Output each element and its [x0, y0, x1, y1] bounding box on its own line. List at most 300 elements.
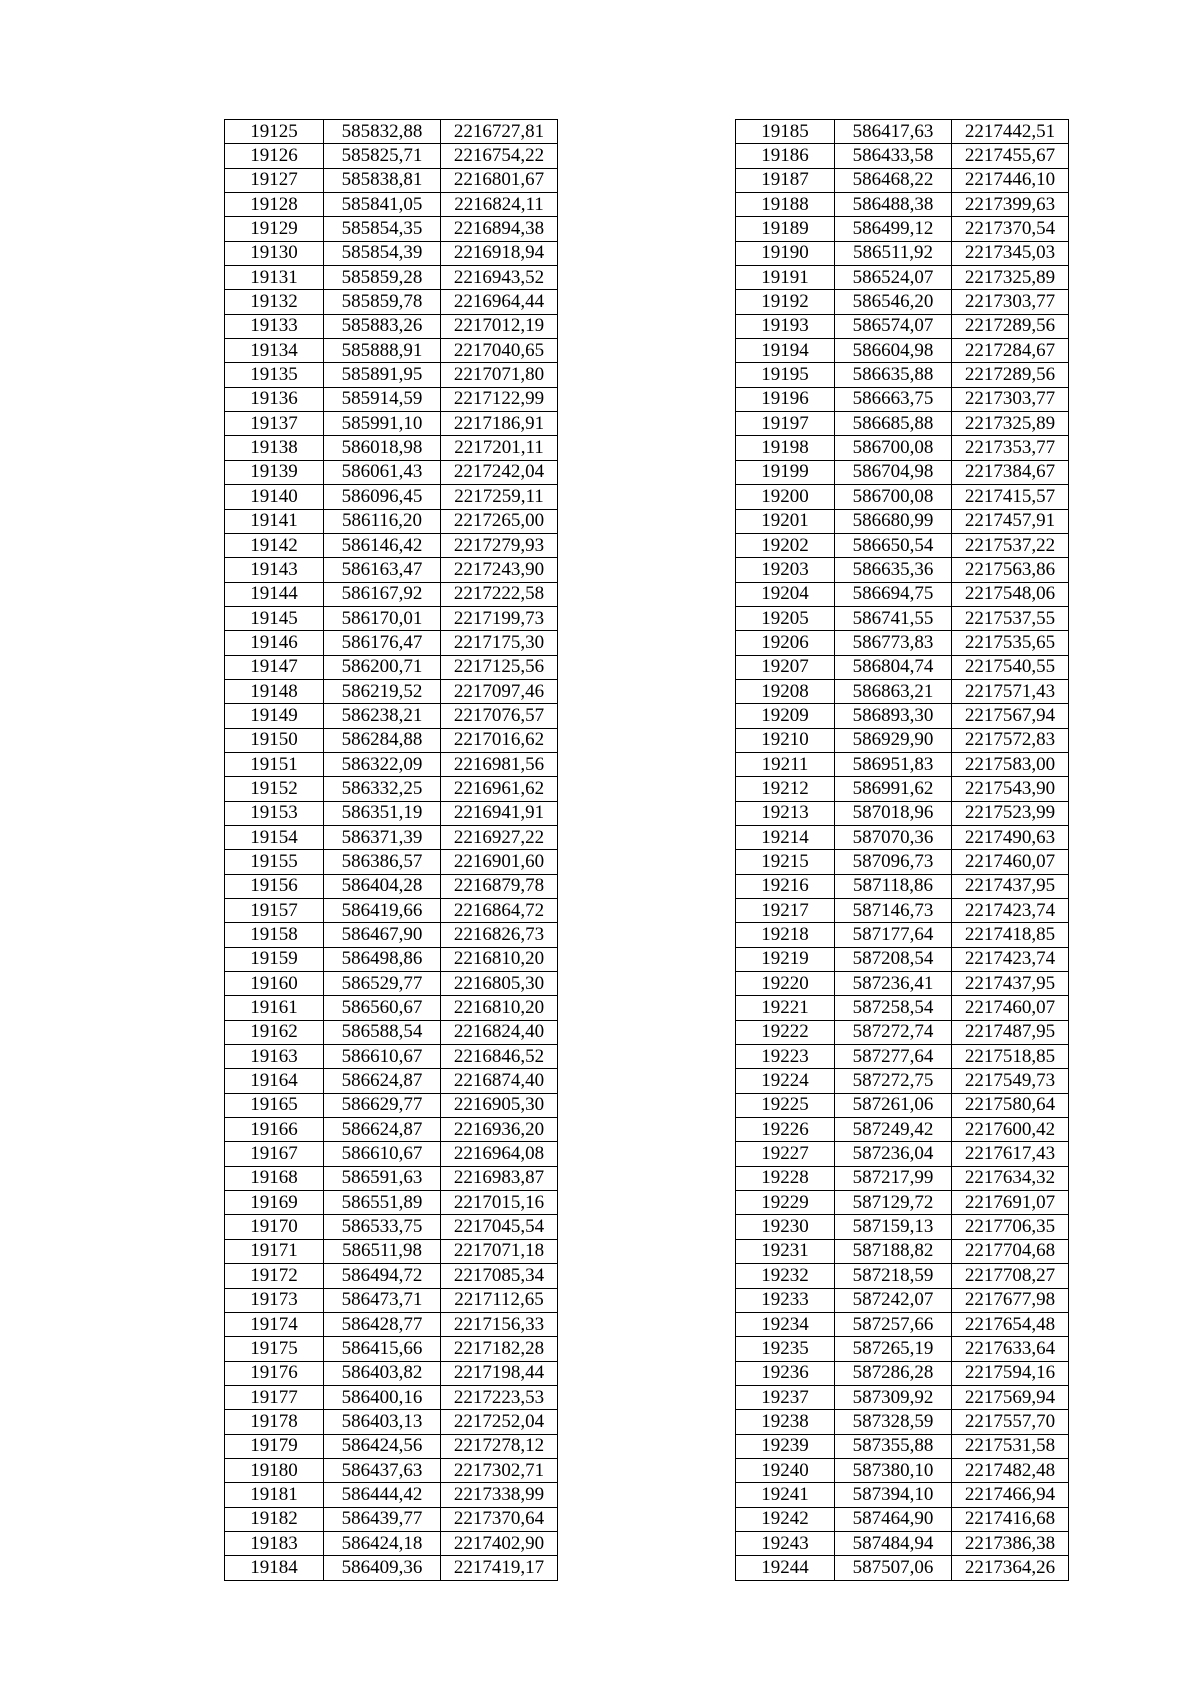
x-coordinate-cell: 586663,75: [835, 387, 952, 411]
x-coordinate-cell: 586624,87: [324, 1118, 441, 1142]
x-coordinate-cell: 586061,43: [324, 460, 441, 484]
x-coordinate-cell: 587265,19: [835, 1337, 952, 1361]
table-row: [736, 1191, 1069, 1215]
point-number-cell: 19161: [225, 996, 324, 1020]
y-coordinate-cell: 2216983,87: [441, 1166, 558, 1190]
point-number-cell: 19129: [225, 217, 324, 241]
table-row: [225, 1239, 558, 1263]
point-number-cell: 19136: [225, 387, 324, 411]
point-number-cell: 19145: [225, 606, 324, 630]
x-coordinate-cell: 586467,90: [324, 923, 441, 947]
y-coordinate-cell: 2217097,46: [441, 679, 558, 703]
table-row: [736, 1166, 1069, 1190]
x-coordinate-cell: 586635,88: [835, 363, 952, 387]
point-number-cell: 19208: [736, 679, 835, 703]
y-coordinate-cell: 2216943,52: [441, 266, 558, 290]
y-coordinate-cell: 2217482,48: [952, 1458, 1069, 1482]
point-number-cell: 19200: [736, 485, 835, 509]
point-number-cell: 19172: [225, 1264, 324, 1288]
y-coordinate-cell: 2217419,17: [441, 1556, 558, 1580]
y-coordinate-cell: 2217704,68: [952, 1239, 1069, 1263]
y-coordinate-cell: 2216964,44: [441, 290, 558, 314]
point-number-cell: 19186: [736, 144, 835, 168]
y-coordinate-cell: 2217071,80: [441, 363, 558, 387]
x-coordinate-cell: 585854,35: [324, 217, 441, 241]
y-coordinate-cell: 2217384,67: [952, 460, 1069, 484]
point-number-cell: 19154: [225, 825, 324, 849]
table-row: [736, 1410, 1069, 1434]
point-number-cell: 19185: [736, 120, 835, 144]
table-row: [225, 193, 558, 217]
table-row: [736, 752, 1069, 776]
table-row: [736, 582, 1069, 606]
table-row: [225, 1093, 558, 1117]
x-coordinate-cell: 586610,67: [324, 1045, 441, 1069]
x-coordinate-cell: 587507,06: [835, 1556, 952, 1580]
table-row: [225, 436, 558, 460]
point-number-cell: 19159: [225, 947, 324, 971]
x-coordinate-cell: 586529,77: [324, 972, 441, 996]
y-coordinate-cell: 2217548,06: [952, 582, 1069, 606]
x-coordinate-cell: 586773,83: [835, 631, 952, 655]
table-row: [225, 1556, 558, 1580]
x-coordinate-cell: 586284,88: [324, 728, 441, 752]
x-coordinate-cell: 586624,87: [324, 1069, 441, 1093]
x-coordinate-cell: 587328,59: [835, 1410, 952, 1434]
y-coordinate-cell: 2217571,43: [952, 679, 1069, 703]
point-number-cell: 19179: [225, 1434, 324, 1458]
y-coordinate-cell: 2217569,94: [952, 1385, 1069, 1409]
table-row: [225, 1410, 558, 1434]
table-row: [225, 266, 558, 290]
point-number-cell: 19215: [736, 850, 835, 874]
point-number-cell: 19139: [225, 460, 324, 484]
x-coordinate-cell: 587018,96: [835, 801, 952, 825]
point-number-cell: 19126: [225, 144, 324, 168]
table-row: [736, 874, 1069, 898]
y-coordinate-cell: 2217633,64: [952, 1337, 1069, 1361]
table-row: [225, 923, 558, 947]
table-row: [225, 1020, 558, 1044]
table-row: [736, 144, 1069, 168]
table-row: [736, 1045, 1069, 1069]
point-number-cell: 19222: [736, 1020, 835, 1044]
y-coordinate-cell: 2217156,33: [441, 1312, 558, 1336]
point-number-cell: 19183: [225, 1531, 324, 1555]
table-row: [736, 1507, 1069, 1531]
y-coordinate-cell: 2217416,68: [952, 1507, 1069, 1531]
y-coordinate-cell: 2217654,48: [952, 1312, 1069, 1336]
x-coordinate-cell: 587177,64: [835, 923, 952, 947]
point-number-cell: 19212: [736, 777, 835, 801]
point-number-cell: 19166: [225, 1118, 324, 1142]
y-coordinate-cell: 2217567,94: [952, 704, 1069, 728]
x-coordinate-cell: 586200,71: [324, 655, 441, 679]
point-number-cell: 19236: [736, 1361, 835, 1385]
table-row: [736, 1361, 1069, 1385]
table-row: [225, 1288, 558, 1312]
y-coordinate-cell: 2216824,11: [441, 193, 558, 217]
point-number-cell: 19165: [225, 1093, 324, 1117]
table-row: [225, 1507, 558, 1531]
point-number-cell: 19180: [225, 1458, 324, 1482]
x-coordinate-cell: 586238,21: [324, 704, 441, 728]
point-number-cell: 19168: [225, 1166, 324, 1190]
table-row: [736, 266, 1069, 290]
y-coordinate-cell: 2217278,12: [441, 1434, 558, 1458]
table-row: [736, 1434, 1069, 1458]
table-row: [736, 1337, 1069, 1361]
point-number-cell: 19237: [736, 1385, 835, 1409]
table-row: [225, 1215, 558, 1239]
table-row: [736, 193, 1069, 217]
x-coordinate-cell: 586433,58: [835, 144, 952, 168]
point-number-cell: 19191: [736, 266, 835, 290]
x-coordinate-cell: 586741,55: [835, 606, 952, 630]
point-number-cell: 19135: [225, 363, 324, 387]
y-coordinate-cell: 2217523,99: [952, 801, 1069, 825]
x-coordinate-cell: 585883,26: [324, 314, 441, 338]
point-number-cell: 19207: [736, 655, 835, 679]
coordinates-table-right: [735, 119, 1069, 1581]
table-row: [225, 120, 558, 144]
table-row: [225, 1458, 558, 1482]
point-number-cell: 19184: [225, 1556, 324, 1580]
x-coordinate-cell: 585891,95: [324, 363, 441, 387]
table-row: [736, 1264, 1069, 1288]
point-number-cell: 19203: [736, 558, 835, 582]
y-coordinate-cell: 2216864,72: [441, 899, 558, 923]
x-coordinate-cell: 586096,45: [324, 485, 441, 509]
y-coordinate-cell: 2217076,57: [441, 704, 558, 728]
table-row: [736, 899, 1069, 923]
y-coordinate-cell: 2217460,07: [952, 996, 1069, 1020]
y-coordinate-cell: 2217399,63: [952, 193, 1069, 217]
table-row: [225, 1531, 558, 1555]
table-row: [225, 533, 558, 557]
table-row: [225, 387, 558, 411]
y-coordinate-cell: 2217557,70: [952, 1410, 1069, 1434]
x-coordinate-cell: 586400,16: [324, 1385, 441, 1409]
table-row: [736, 606, 1069, 630]
table-row: [225, 655, 558, 679]
point-number-cell: 19137: [225, 412, 324, 436]
y-coordinate-cell: 2216754,22: [441, 144, 558, 168]
point-number-cell: 19239: [736, 1434, 835, 1458]
x-coordinate-cell: 587355,88: [835, 1434, 952, 1458]
table-row: [736, 460, 1069, 484]
point-number-cell: 19130: [225, 241, 324, 265]
table-row: [736, 120, 1069, 144]
table-row: [736, 801, 1069, 825]
y-coordinate-cell: 2217563,86: [952, 558, 1069, 582]
x-coordinate-cell: 587129,72: [835, 1191, 952, 1215]
y-coordinate-cell: 2217040,65: [441, 339, 558, 363]
table-row: [225, 947, 558, 971]
x-coordinate-cell: 587242,07: [835, 1288, 952, 1312]
y-coordinate-cell: 2217016,62: [441, 728, 558, 752]
x-coordinate-cell: 587118,86: [835, 874, 952, 898]
table-row: [736, 387, 1069, 411]
x-coordinate-cell: 586163,47: [324, 558, 441, 582]
table-row: [225, 1337, 558, 1361]
point-number-cell: 19197: [736, 412, 835, 436]
y-coordinate-cell: 2217423,74: [952, 947, 1069, 971]
table-row: [736, 850, 1069, 874]
point-number-cell: 19160: [225, 972, 324, 996]
point-number-cell: 19244: [736, 1556, 835, 1580]
x-coordinate-cell: 586444,42: [324, 1483, 441, 1507]
x-coordinate-cell: 587484,94: [835, 1531, 952, 1555]
point-number-cell: 19174: [225, 1312, 324, 1336]
x-coordinate-cell: 585841,05: [324, 193, 441, 217]
x-coordinate-cell: 586498,86: [324, 947, 441, 971]
table-row: [736, 1239, 1069, 1263]
coordinates-table-body: [225, 120, 558, 1581]
table-row: [736, 558, 1069, 582]
x-coordinate-cell: 586351,19: [324, 801, 441, 825]
point-number-cell: 19128: [225, 193, 324, 217]
x-coordinate-cell: 586403,82: [324, 1361, 441, 1385]
table-row: [736, 704, 1069, 728]
point-number-cell: 19227: [736, 1142, 835, 1166]
table-row: [225, 582, 558, 606]
table-row: [736, 509, 1069, 533]
x-coordinate-cell: 586176,47: [324, 631, 441, 655]
x-coordinate-cell: 585859,78: [324, 290, 441, 314]
point-number-cell: 19217: [736, 899, 835, 923]
y-coordinate-cell: 2217252,04: [441, 1410, 558, 1434]
table-row: [736, 777, 1069, 801]
x-coordinate-cell: 587261,06: [835, 1093, 952, 1117]
table-row: [225, 485, 558, 509]
table-row: [736, 485, 1069, 509]
x-coordinate-cell: 587217,99: [835, 1166, 952, 1190]
table-row: [225, 1434, 558, 1458]
point-number-cell: 19125: [225, 120, 324, 144]
table-row: [225, 606, 558, 630]
point-number-cell: 19167: [225, 1142, 324, 1166]
x-coordinate-cell: 587277,64: [835, 1045, 952, 1069]
point-number-cell: 19146: [225, 631, 324, 655]
point-number-cell: 19143: [225, 558, 324, 582]
x-coordinate-cell: 586468,22: [835, 168, 952, 192]
table-row: [736, 339, 1069, 363]
point-number-cell: 19158: [225, 923, 324, 947]
y-coordinate-cell: 2216874,40: [441, 1069, 558, 1093]
y-coordinate-cell: 2217549,73: [952, 1069, 1069, 1093]
y-coordinate-cell: 2217691,07: [952, 1191, 1069, 1215]
table-row: [736, 1483, 1069, 1507]
table-row: [225, 728, 558, 752]
table-row: [225, 1312, 558, 1336]
y-coordinate-cell: 2217325,89: [952, 266, 1069, 290]
point-number-cell: 19163: [225, 1045, 324, 1069]
table-row: [225, 752, 558, 776]
y-coordinate-cell: 2217708,27: [952, 1264, 1069, 1288]
y-coordinate-cell: 2217122,99: [441, 387, 558, 411]
y-coordinate-cell: 2216810,20: [441, 996, 558, 1020]
x-coordinate-cell: 586604,98: [835, 339, 952, 363]
table-row: [225, 899, 558, 923]
y-coordinate-cell: 2216936,20: [441, 1118, 558, 1142]
point-number-cell: 19204: [736, 582, 835, 606]
point-number-cell: 19201: [736, 509, 835, 533]
y-coordinate-cell: 2217289,56: [952, 314, 1069, 338]
y-coordinate-cell: 2217466,94: [952, 1483, 1069, 1507]
y-coordinate-cell: 2217455,67: [952, 144, 1069, 168]
table-row: [225, 290, 558, 314]
x-coordinate-cell: 587258,54: [835, 996, 952, 1020]
table-row: [225, 314, 558, 338]
x-coordinate-cell: 586439,77: [324, 1507, 441, 1531]
point-number-cell: 19241: [736, 1483, 835, 1507]
x-coordinate-cell: 586533,75: [324, 1215, 441, 1239]
point-number-cell: 19225: [736, 1093, 835, 1117]
x-coordinate-cell: 586417,63: [835, 120, 952, 144]
y-coordinate-cell: 2216879,78: [441, 874, 558, 898]
y-coordinate-cell: 2216964,08: [441, 1142, 558, 1166]
y-coordinate-cell: 2217243,90: [441, 558, 558, 582]
y-coordinate-cell: 2217437,95: [952, 972, 1069, 996]
y-coordinate-cell: 2216801,67: [441, 168, 558, 192]
table-row: [225, 1385, 558, 1409]
point-number-cell: 19134: [225, 339, 324, 363]
y-coordinate-cell: 2217112,65: [441, 1288, 558, 1312]
x-coordinate-cell: 585914,59: [324, 387, 441, 411]
table-row: [736, 217, 1069, 241]
point-number-cell: 19175: [225, 1337, 324, 1361]
point-number-cell: 19238: [736, 1410, 835, 1434]
point-number-cell: 19196: [736, 387, 835, 411]
x-coordinate-cell: 586018,98: [324, 436, 441, 460]
x-coordinate-cell: 587272,75: [835, 1069, 952, 1093]
x-coordinate-cell: 586511,92: [835, 241, 952, 265]
y-coordinate-cell: 2217543,90: [952, 777, 1069, 801]
x-coordinate-cell: 587146,73: [835, 899, 952, 923]
x-coordinate-cell: 587394,10: [835, 1483, 952, 1507]
y-coordinate-cell: 2217175,30: [441, 631, 558, 655]
y-coordinate-cell: 2217015,16: [441, 1191, 558, 1215]
x-coordinate-cell: 586991,62: [835, 777, 952, 801]
table-row: [736, 679, 1069, 703]
table-row: [225, 704, 558, 728]
table-row: [225, 412, 558, 436]
y-coordinate-cell: 2217446,10: [952, 168, 1069, 192]
table-row: [225, 777, 558, 801]
x-coordinate-cell: 586680,99: [835, 509, 952, 533]
table-row: [736, 996, 1069, 1020]
table-row: [225, 1191, 558, 1215]
point-number-cell: 19171: [225, 1239, 324, 1263]
point-number-cell: 19187: [736, 168, 835, 192]
x-coordinate-cell: 586574,07: [835, 314, 952, 338]
y-coordinate-cell: 2217677,98: [952, 1288, 1069, 1312]
y-coordinate-cell: 2217085,34: [441, 1264, 558, 1288]
point-number-cell: 19214: [736, 825, 835, 849]
x-coordinate-cell: 586588,54: [324, 1020, 441, 1044]
point-number-cell: 19219: [736, 947, 835, 971]
x-coordinate-cell: 586560,67: [324, 996, 441, 1020]
point-number-cell: 19235: [736, 1337, 835, 1361]
table-row: [736, 1118, 1069, 1142]
point-number-cell: 19213: [736, 801, 835, 825]
y-coordinate-cell: 2217531,58: [952, 1434, 1069, 1458]
y-coordinate-cell: 2217182,28: [441, 1337, 558, 1361]
y-coordinate-cell: 2217580,64: [952, 1093, 1069, 1117]
point-number-cell: 19228: [736, 1166, 835, 1190]
point-number-cell: 19169: [225, 1191, 324, 1215]
x-coordinate-cell: 586419,66: [324, 899, 441, 923]
y-coordinate-cell: 2217572,83: [952, 728, 1069, 752]
x-coordinate-cell: 586371,39: [324, 825, 441, 849]
x-coordinate-cell: 587272,74: [835, 1020, 952, 1044]
table-row: [736, 825, 1069, 849]
x-coordinate-cell: 585838,81: [324, 168, 441, 192]
y-coordinate-cell: 2217289,56: [952, 363, 1069, 387]
table-row: [225, 1361, 558, 1385]
point-number-cell: 19189: [736, 217, 835, 241]
point-number-cell: 19230: [736, 1215, 835, 1239]
point-number-cell: 19198: [736, 436, 835, 460]
y-coordinate-cell: 2217364,26: [952, 1556, 1069, 1580]
y-coordinate-cell: 2217125,56: [441, 655, 558, 679]
point-number-cell: 19232: [736, 1264, 835, 1288]
point-number-cell: 19147: [225, 655, 324, 679]
point-number-cell: 19199: [736, 460, 835, 484]
x-coordinate-cell: 586951,83: [835, 752, 952, 776]
x-coordinate-cell: 586146,42: [324, 533, 441, 557]
point-number-cell: 19153: [225, 801, 324, 825]
x-coordinate-cell: 586322,09: [324, 752, 441, 776]
y-coordinate-cell: 2217201,11: [441, 436, 558, 460]
y-coordinate-cell: 2217338,99: [441, 1483, 558, 1507]
point-number-cell: 19211: [736, 752, 835, 776]
y-coordinate-cell: 2217540,55: [952, 655, 1069, 679]
x-coordinate-cell: 587236,41: [835, 972, 952, 996]
y-coordinate-cell: 2216981,56: [441, 752, 558, 776]
x-coordinate-cell: 586546,20: [835, 290, 952, 314]
table-row: [225, 679, 558, 703]
x-coordinate-cell: 586694,75: [835, 582, 952, 606]
point-number-cell: 19188: [736, 193, 835, 217]
table-row: [225, 558, 558, 582]
x-coordinate-cell: 586700,08: [835, 436, 952, 460]
table-row: [736, 1142, 1069, 1166]
point-number-cell: 19220: [736, 972, 835, 996]
table-row: [736, 1458, 1069, 1482]
x-coordinate-cell: 585888,91: [324, 339, 441, 363]
y-coordinate-cell: 2217442,51: [952, 120, 1069, 144]
x-coordinate-cell: 586386,57: [324, 850, 441, 874]
point-number-cell: 19216: [736, 874, 835, 898]
table-row: [736, 631, 1069, 655]
y-coordinate-cell: 2217302,71: [441, 1458, 558, 1482]
x-coordinate-cell: 586610,67: [324, 1142, 441, 1166]
point-number-cell: 19176: [225, 1361, 324, 1385]
x-coordinate-cell: 585859,28: [324, 266, 441, 290]
y-coordinate-cell: 2217223,53: [441, 1385, 558, 1409]
coordinates-table-left: [224, 119, 558, 1581]
x-coordinate-cell: 587159,13: [835, 1215, 952, 1239]
x-coordinate-cell: 586403,13: [324, 1410, 441, 1434]
x-coordinate-cell: 585854,39: [324, 241, 441, 265]
point-number-cell: 19151: [225, 752, 324, 776]
table-row: [225, 996, 558, 1020]
point-number-cell: 19242: [736, 1507, 835, 1531]
table-row: [225, 1166, 558, 1190]
point-number-cell: 19210: [736, 728, 835, 752]
